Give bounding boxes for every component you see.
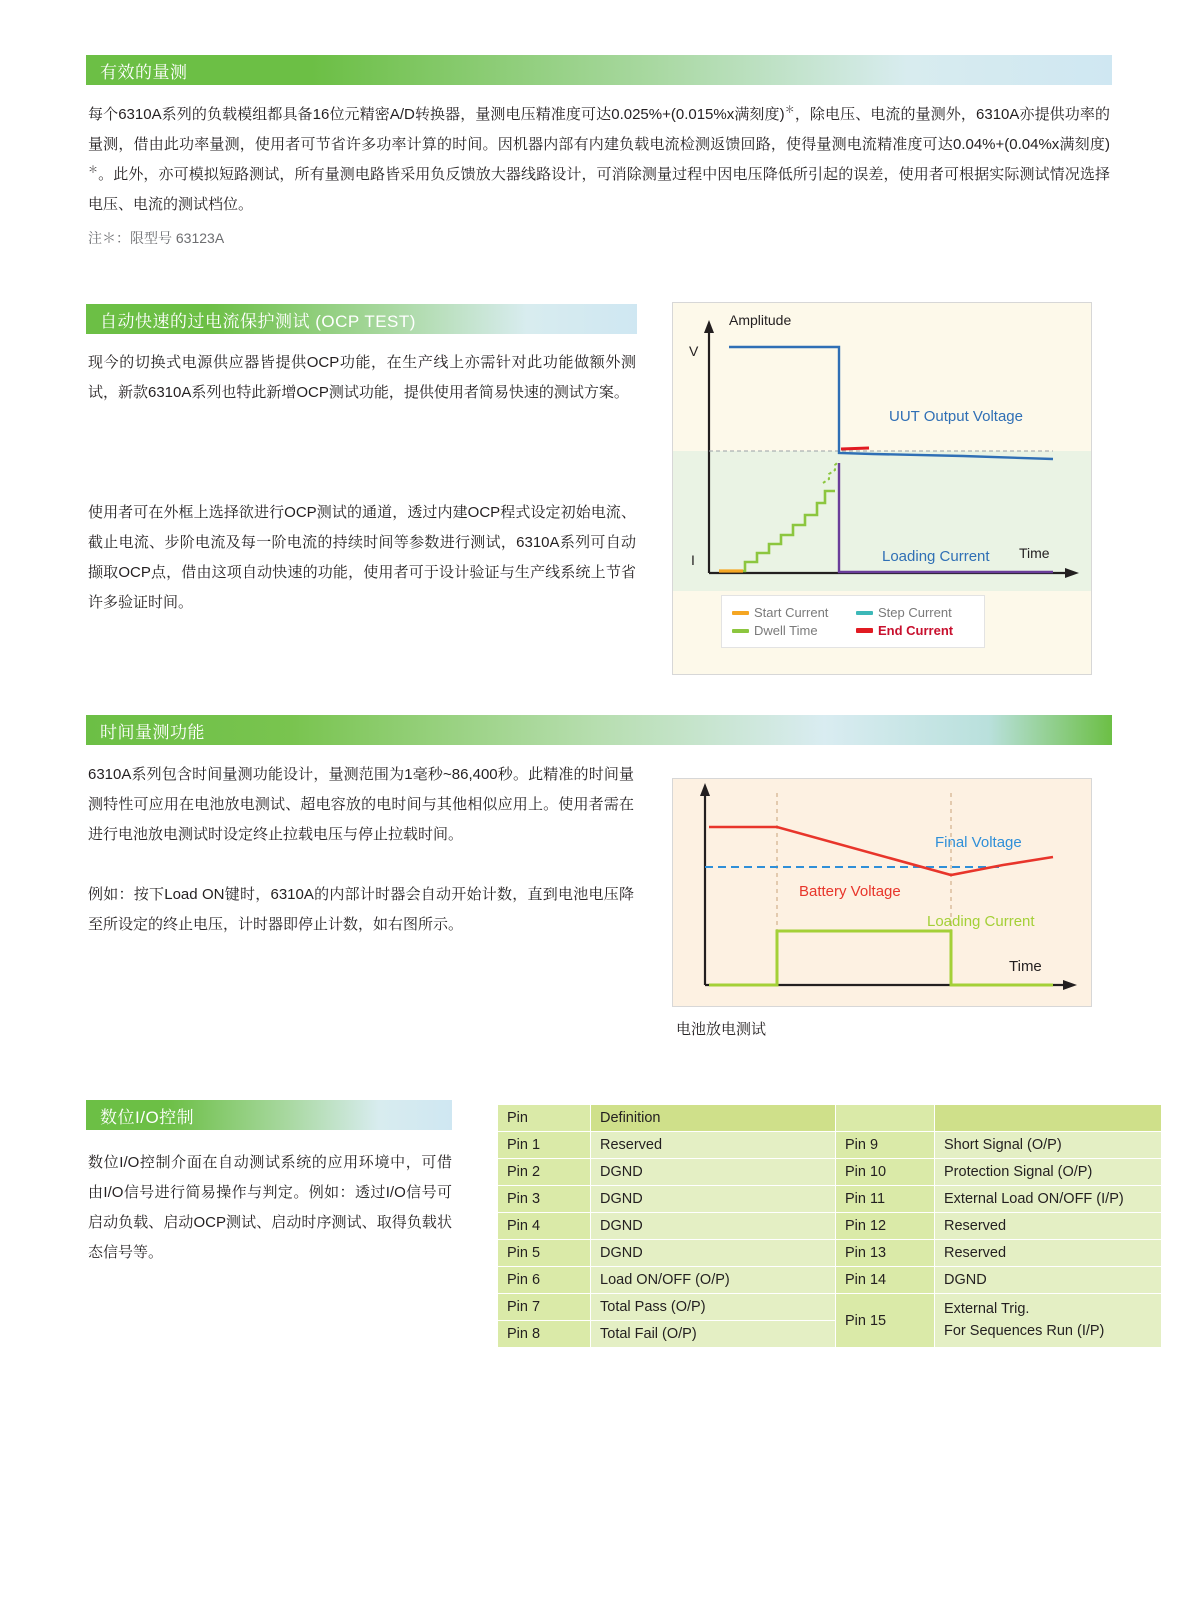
section-header-timing bbox=[86, 715, 1112, 745]
pin-cell: Pin 11 bbox=[836, 1186, 935, 1213]
ocp-curve-label-current: Loading Current bbox=[882, 548, 990, 565]
timing-chart-svg bbox=[673, 779, 1091, 1006]
pin-cell: Pin 14 bbox=[836, 1267, 935, 1294]
digital-io-paragraph: 数位I/O控制介面在自动测试系统的应用环境中，可借由I/O信号进行简易操作与判定。例如：透过I/O信号可启动负载、启动OCP测试、启动时序测试、取得负载状态信号等。 bbox=[88, 1154, 452, 1261]
definition-cell: External Load ON/OFF (I/P) bbox=[935, 1186, 1162, 1213]
pin-cell: Pin 9 bbox=[836, 1132, 935, 1159]
timing-paragraph-1: 6310A系列包含时间量测功能设计，量测范围为1毫秒~86,400秒。此精准的时间量测特性可应用在电池放电测试、超电容放的电时间与其他相似应用上。使用者需在进行电池放电测试时设定终止拉载电压与停止拉载时间。 bbox=[88, 766, 634, 843]
section-header-digital-io bbox=[86, 1100, 452, 1130]
section-title-timing: 时间量测功能 bbox=[100, 722, 205, 742]
measurement-note: 注＊：限型号 63123A bbox=[88, 230, 225, 246]
table-row bbox=[498, 1267, 1162, 1294]
definition-line-2: For Sequences Run (I/P) bbox=[944, 1322, 1105, 1339]
pin-cell: Pin 8 bbox=[498, 1321, 591, 1348]
definition-cell: Reserved bbox=[935, 1213, 1162, 1240]
legend-item-dwell-time: Dwell Time bbox=[732, 623, 850, 638]
definition-cell: Total Pass (O/P) bbox=[591, 1294, 836, 1321]
pin-cell: Pin 4 bbox=[498, 1213, 591, 1240]
definition-cell: Total Fail (O/P) bbox=[591, 1321, 836, 1348]
definition-cell bbox=[935, 1294, 1162, 1348]
timing-axis-label-time: Time bbox=[1009, 958, 1042, 975]
pin-cell: Pin 2 bbox=[498, 1159, 591, 1186]
timing-label-battery-voltage: Battery Voltage bbox=[799, 883, 901, 900]
table-row bbox=[498, 1186, 1162, 1213]
pin-cell: Pin 12 bbox=[836, 1213, 935, 1240]
ocp-axis-label-v: V bbox=[689, 343, 699, 359]
table-row bbox=[498, 1213, 1162, 1240]
table-row bbox=[498, 1132, 1162, 1159]
legend-item-start-current: Start Current bbox=[732, 605, 850, 620]
timing-figure-caption: 电池放电测试 bbox=[676, 1021, 767, 1038]
legend-swatch-icon bbox=[856, 611, 873, 615]
legend-item-end-current: End Current bbox=[856, 623, 974, 638]
table-header-definition-2 bbox=[935, 1105, 1162, 1132]
ocp-figure bbox=[672, 302, 1092, 675]
ocp-paragraph-2: 使用者可在外框上选择欲进行OCP测试的通道，透过内建OCP程式设定初始电流、截止电流、步阶电流及每一阶电流的持续时间等参数进行测试，6310A系列可自动撷取OCP点，借由这项自动快速的功能，使用者可于设计验证与生产线系统上节省许多验证时间。 bbox=[88, 504, 636, 611]
legend-item-step-current: Step Current bbox=[856, 605, 974, 620]
timing-label-loading-current: Loading Current bbox=[927, 913, 1035, 930]
timing-paragraph-2: 例如：按下Load ON键时，6310A的内部计时器会自动开始计数，直到电池电压降至所设定的终止电压，计时器即停止计数，如右图所示。 bbox=[88, 886, 634, 933]
pin-cell: Pin 13 bbox=[836, 1240, 935, 1267]
definition-cell: DGND bbox=[935, 1267, 1162, 1294]
ocp-paragraph-1: 现今的切换式电源供应器皆提供OCP功能，在生产线上亦需针对此功能做额外测试，新款6310A系列也特此新增OCP测试功能，提供使用者简易快速的测试方案。 bbox=[88, 354, 636, 401]
legend-swatch-icon bbox=[856, 628, 873, 633]
definition-cell: DGND bbox=[591, 1213, 836, 1240]
pin-cell: Pin 1 bbox=[498, 1132, 591, 1159]
definition-line-1: External Trig. bbox=[944, 1301, 1030, 1318]
timing-label-final-voltage: Final Voltage bbox=[935, 834, 1022, 851]
table-row bbox=[498, 1240, 1162, 1267]
legend-swatch-icon bbox=[732, 629, 749, 633]
pin-cell: Pin 3 bbox=[498, 1186, 591, 1213]
definition-cell: Protection Signal (O/P) bbox=[935, 1159, 1162, 1186]
legend-swatch-icon bbox=[732, 611, 749, 615]
measurement-paragraph: 每个6310A系列的负载模组都具备16位元精密A/D转换器，量测电压精准度可达0.025%+(0.015%x满刻度)＊，除电压、电流的量测外，6310A亦提供功率的量测，借由此功率量测，使用者可节省许多功率计算的时间。因机器内部有内建负载电流检测返馈回路，使得量测电流精准度可达0.04%+(0.04%x满刻度)＊。此外，亦可模拟短路测试，所有量测电路皆采用负反馈放大器线路设计，可消除测量过程中因电压降低所引起的误差，使用者可根据实际测试情况选择电压、电流的测试档位。 bbox=[88, 105, 1110, 213]
table-row-header bbox=[498, 1105, 1162, 1132]
pin-cell: Pin 7 bbox=[498, 1294, 591, 1321]
definition-cell: DGND bbox=[591, 1186, 836, 1213]
section-header-measurement bbox=[86, 55, 1112, 85]
definition-cell: Reserved bbox=[935, 1240, 1162, 1267]
definition-cell: DGND bbox=[591, 1240, 836, 1267]
section-title-ocp: 自动快速的过电流保护测试 (OCP TEST) bbox=[100, 311, 416, 331]
ocp-axis-label-amplitude: Amplitude bbox=[729, 312, 792, 328]
ocp-axis-label-time: Time bbox=[1019, 545, 1050, 561]
ocp-legend bbox=[721, 595, 985, 648]
section-title-measurement: 有效的量测 bbox=[100, 62, 188, 82]
ocp-curve-label-voltage: UUT Output Voltage bbox=[889, 408, 1023, 425]
table-row bbox=[498, 1159, 1162, 1186]
definition-cell: Short Signal (O/P) bbox=[935, 1132, 1162, 1159]
definition-cell: Reserved bbox=[591, 1132, 836, 1159]
section-title-digital-io: 数位I/O控制 bbox=[100, 1107, 195, 1127]
pin-cell: Pin 6 bbox=[498, 1267, 591, 1294]
pin-cell: Pin 10 bbox=[836, 1159, 935, 1186]
timing-figure bbox=[672, 778, 1092, 1007]
table-header-pin: Pin bbox=[498, 1105, 591, 1132]
table-header-definition: Definition bbox=[591, 1105, 836, 1132]
definition-cell: DGND bbox=[591, 1159, 836, 1186]
ocp-axis-label-i: I bbox=[691, 552, 695, 568]
definition-cell: Load ON/OFF (O/P) bbox=[591, 1267, 836, 1294]
table-row bbox=[498, 1294, 1162, 1321]
pin-definition-table bbox=[497, 1104, 1162, 1348]
pin-cell: Pin 5 bbox=[498, 1240, 591, 1267]
table-header-pin-2 bbox=[836, 1105, 935, 1132]
pin-cell: Pin 15 bbox=[836, 1294, 935, 1348]
section-header-ocp bbox=[86, 304, 637, 334]
